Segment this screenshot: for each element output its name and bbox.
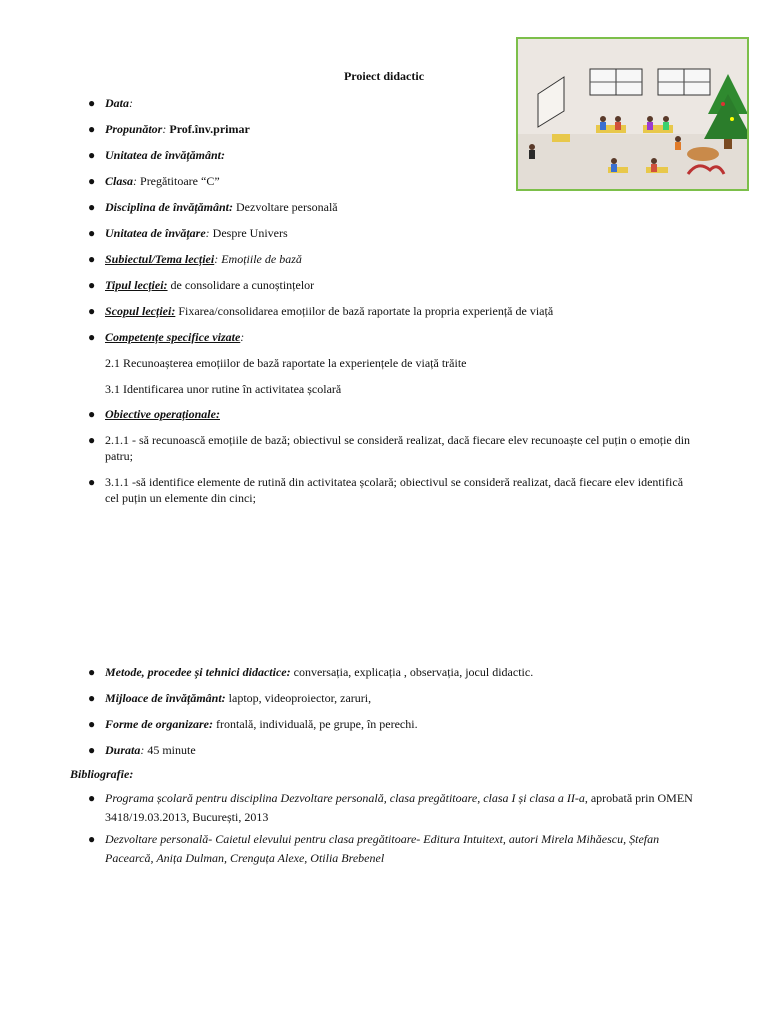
field-propunator: ● Propunător: Prof.înv.primar bbox=[88, 122, 250, 136]
bullet-icon: ● bbox=[88, 832, 96, 846]
bullet-icon: ● bbox=[88, 148, 96, 162]
field-subiect: ● Subiectul/Tema lecției: Emoțiile de bază bbox=[88, 252, 302, 266]
bibliography-item: ● Programa școlară pentru disciplina Dezvoltare personală, clasa pregătitoare, clasa I și clasa a II-a, aprobată prin OMEN 3418/19.03.2013, București, 2013 bbox=[88, 791, 693, 824]
competenta-item: 2.1 Recunoașterea emoțiilor de bază raportate la experiențele de viață trăite bbox=[105, 356, 467, 370]
bullet-icon: ● bbox=[88, 226, 96, 240]
field-scopul: ● Scopul lecției: Fixarea/consolidarea emoțiilor de bază raportate la propria experiență de viață bbox=[88, 304, 554, 318]
competenta-item: 3.1 Identificarea unor rutine în activitatea școlară bbox=[105, 382, 342, 396]
field-mijloace: ● Mijloace de învățământ: laptop, videoproiector, zaruri, bbox=[88, 691, 372, 705]
classroom-drawing-image bbox=[516, 37, 749, 191]
bullet-icon: ● bbox=[88, 278, 96, 292]
field-forme: ● Forme de organizare: frontală, individuală, pe grupe, în perechi. bbox=[88, 717, 418, 731]
field-tipul: ● Tipul lecției: de consolidare a cunoștințelor bbox=[88, 278, 315, 292]
field-clasa: ● Clasa: Pregătitoare “C” bbox=[88, 174, 220, 188]
bullet-icon: ● bbox=[88, 330, 96, 344]
bullet-icon: ● bbox=[88, 665, 96, 679]
bullet-icon: ● bbox=[88, 122, 96, 136]
bibliography-heading: Bibliografie: bbox=[70, 767, 134, 781]
classroom-drawing bbox=[518, 39, 747, 189]
field-metode: ● Metode, procedee și tehnici didactice: conversația, explicația , observația, jocul didactic. bbox=[88, 665, 534, 679]
field-data: ● Data: bbox=[88, 96, 133, 110]
bibliography-item: ● Dezvoltare personală- Caietul elevului pentru clasa pregătitoare- Editura Intuitext, autori Mirela Mihăescu, Ștefan Pacearcă, Anița Dulman, Crenguța Alexe, Otilia Brebenel bbox=[88, 832, 660, 865]
bullet-icon: ● bbox=[88, 691, 96, 705]
bullet-icon: ● bbox=[88, 200, 96, 214]
bullet-icon: ● bbox=[88, 304, 96, 318]
bullet-icon: ● bbox=[88, 174, 96, 188]
bullet-icon: ● bbox=[88, 717, 96, 731]
bullet-icon: ● bbox=[88, 433, 96, 447]
bullet-icon: ● bbox=[88, 407, 96, 421]
field-unitatea-invatamant: ● Unitatea de învățământ: bbox=[88, 148, 225, 162]
bullet-icon: ● bbox=[88, 252, 96, 266]
field-unitatea-invatare: ● Unitatea de învățare: Despre Univers bbox=[88, 226, 288, 240]
field-obiective: ● Obiective operaționale: bbox=[88, 407, 220, 421]
field-durata: ● Durata: 45 minute bbox=[88, 743, 196, 757]
field-competente: ● Competențe specifice vizate: bbox=[88, 330, 245, 344]
bullet-icon: ● bbox=[88, 475, 96, 489]
bullet-icon: ● bbox=[88, 743, 96, 757]
document-title: Proiect didactic bbox=[343, 69, 425, 83]
obiectiv-item: ● 2.1.1 - să recunoască emoțiile de bază; obiectivul se consideră realizat, dacă fiecare elev recunoaște cel puțin o emoție din patru; bbox=[88, 433, 691, 463]
field-disciplina: ● Disciplina de învățământ: Dezvoltare personală bbox=[88, 200, 338, 214]
bullet-icon: ● bbox=[88, 791, 96, 805]
bullet-icon: ● bbox=[88, 96, 96, 110]
obiectiv-item: ● 3.1.1 -să identifice elemente de rutină din activitatea școlară; obiectivul se consideră realizat, dacă fiecare elev identifică cel puțin un elemente din cinci; bbox=[88, 475, 684, 505]
